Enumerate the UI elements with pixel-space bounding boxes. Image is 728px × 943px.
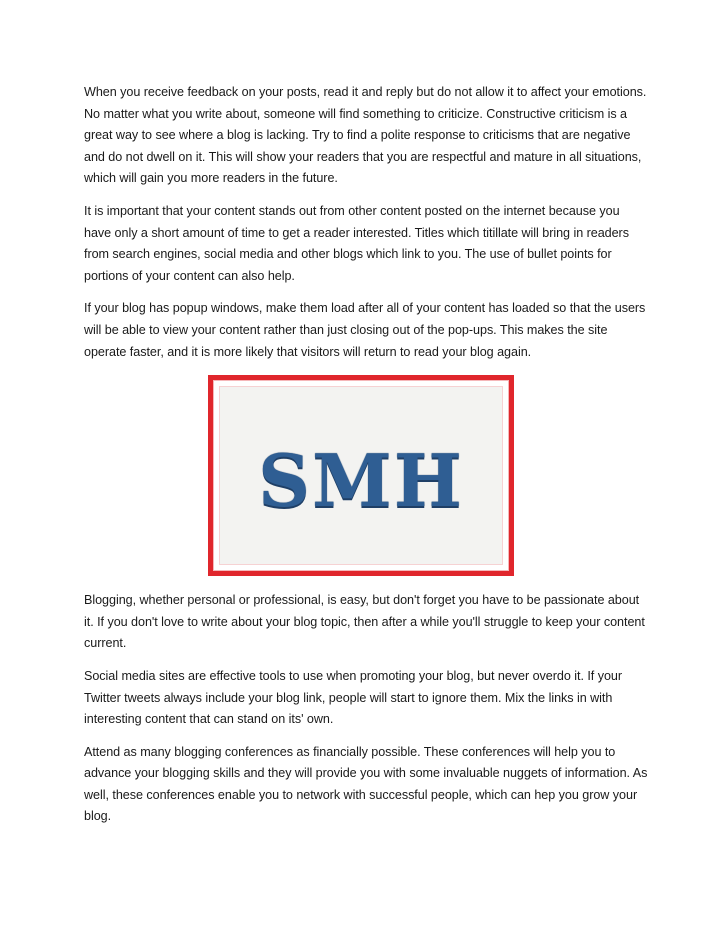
paragraph-passionate-blogging: Blogging, whether personal or professional, is easy, but don't forget you have to be passionate about it. If you don't love to write about your blog topic, then after a while you'll struggle to keep your content current. — [84, 593, 645, 651]
smh-logo-text: SMH — [258, 438, 464, 524]
paragraph-conferences: Attend as many blogging conferences as financially possible. These conferences will help you to advance your blogging skills and they will provide you with some invaluable nuggets of information. As well, these conferences enable you to network with successful people, which can hep you grow your blog. — [84, 744, 648, 824]
paragraph-content-stands-out: It is important that your content stands out from other content posted on the internet because you have only a short amount of time to get a reader interested. Titles which titillate will bring in readers from search engines, social media and other blogs which link to you. The use of bullet points for portions of your content can also help. — [84, 203, 629, 283]
document-page — [84, 82, 650, 839]
smh-logo-background — [219, 386, 503, 565]
paragraph-social-media: Social media sites are effective tools to use when promoting your blog, but never overdo it. If your Twitter tweets always include your blog link, people will start to ignore them. Mix the links in with interesting content that can stand on its' own. — [84, 668, 622, 727]
smh-logo-image — [208, 375, 514, 576]
paragraph-popup-windows: If your blog has popup windows, make them load after all of your content has loaded so that the users will be able to view your content rather than just closing out of the pop-ups. This makes the site operate faster, and it is more likely that visitors will return to read your blog again. — [84, 301, 646, 359]
paragraph-feedback: When you receive feedback on your posts, read it and reply but do not allow it to affect your emotions. No matter what you write about, someone will find something to criticize. Constructive criticism is a great way to see where a blog is lacking. Try to find a polite response to criticisms that are negative and do not dwell on it. This will show your readers that you are respectful and mature in all situations, which will gain you more readers in the future. — [84, 85, 647, 186]
